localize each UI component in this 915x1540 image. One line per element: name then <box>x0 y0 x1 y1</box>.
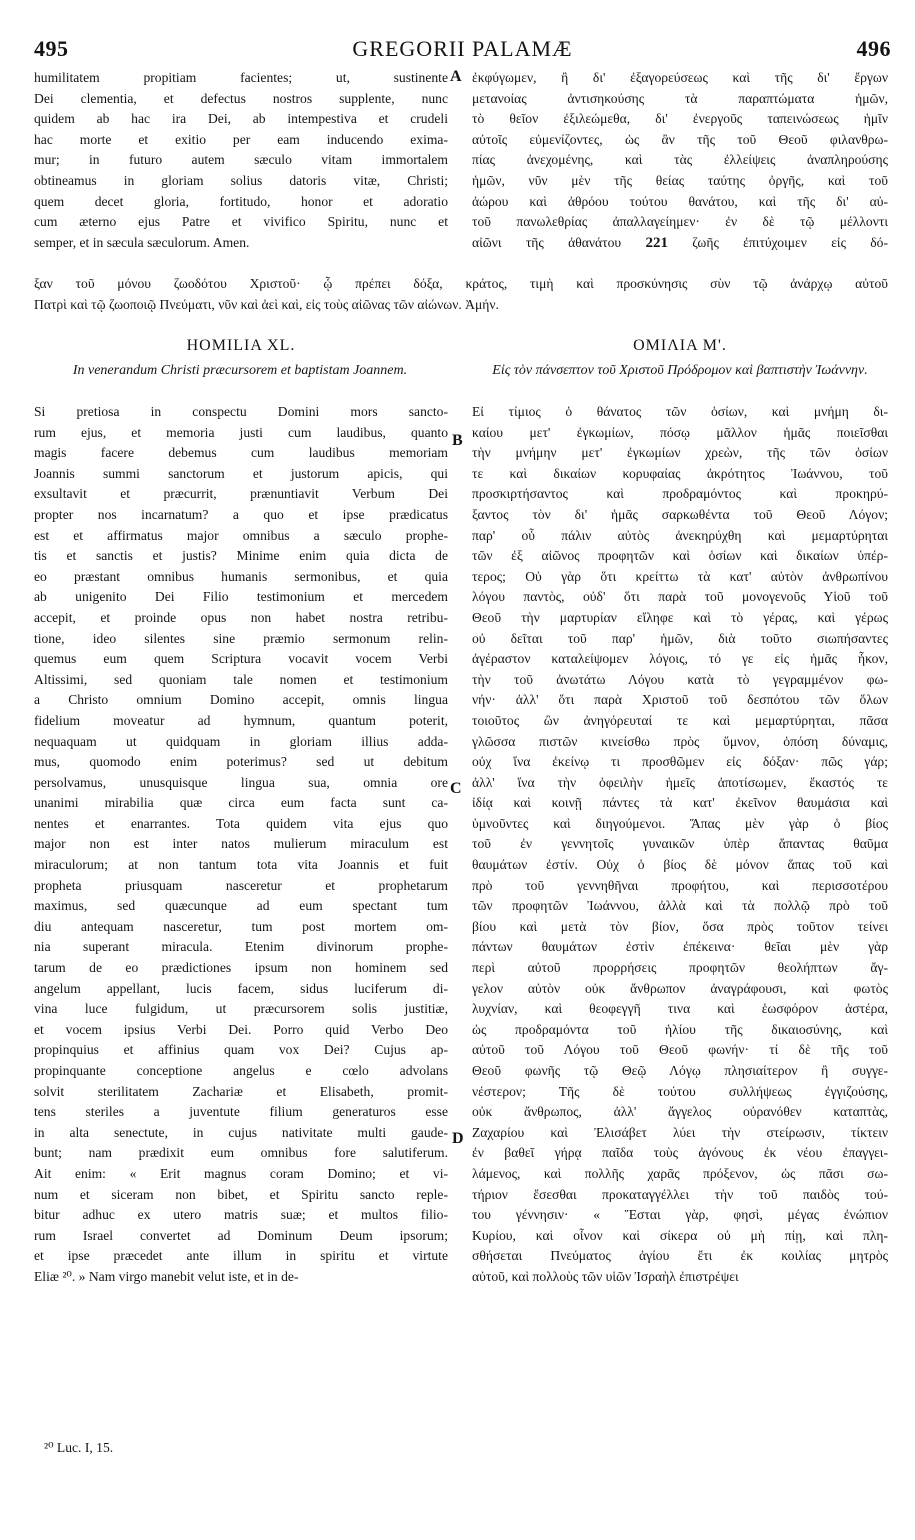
greek-text-line: τοῦ ἐν γεννητοῖς γυναικῶν ὑπὲρ ἅπαντας θαῦμα <box>472 836 888 852</box>
latin-column-top <box>34 68 448 253</box>
latin-text-line: cum æterno ejus Patre et vivifico Spiritu, nunc et <box>34 214 448 230</box>
greek-column-top <box>472 68 888 253</box>
page-number-left: 495 <box>34 36 69 61</box>
greek-text-line-tail: ζωῆς ἐπιτύχοιμεν εἰς δό- <box>667 234 888 250</box>
latin-text-line: Joannis summi sanctorum et justorum apicis, qui <box>34 465 448 481</box>
greek-text-line: ξαν τοῦ μόνου ζωοδότου Χριστοῦ· ᾧ πρέπει δόξα, κράτος, τιμὴ καὶ προσκύνησις σὺν τῷ ἀνάρχῳ αὐτοῦ <box>34 276 888 291</box>
latin-text-line: nentes et enarrantes. Tota quidem vita ejus quo <box>34 815 448 831</box>
greek-text-line: πίας ἀνεχομένης, καὶ τὰς ἐλλείψεις ἀναπληρούσης <box>472 152 888 168</box>
greek-text-line: νέστερον; Τῆς δὲ τούτου συλλήψεως ἐγγιζούσης, <box>472 1083 888 1099</box>
homily-title-greek: ΟΜΙΛΙΑ Μ'. <box>633 337 727 354</box>
latin-text-line: persolvamus, unusquisque lingua sua, omnia ore <box>34 774 448 790</box>
greek-full-width-lines <box>34 274 888 315</box>
margin-letter-c: C <box>450 780 462 797</box>
homily-title-latin: HOMILIA XL. <box>186 337 296 354</box>
greek-text-line: λάμενος, καὶ πολλῆς χαρᾶς πρόξενον, ὡς πᾶσι σω- <box>472 1165 888 1181</box>
latin-text-line: propinquius et affinius quam vox Dei? Cujus ap- <box>34 1042 448 1058</box>
latin-text-line: Si pretiosa in conspectu Domini mors sancto- <box>34 404 448 419</box>
greek-text-line: Ζαχαρίου καὶ Ἐλισάβετ λύει τὴν στείρωσιν, τίκτειν <box>472 1124 888 1140</box>
margin-letter-b: B <box>452 432 463 449</box>
margin-letter-d: D <box>452 1130 464 1147</box>
latin-text-line: propinquante conceptione angelus e cœlo advolans <box>34 1063 448 1078</box>
greek-text-line: Θεοῦ φωνῆς τῷ Θεῷ Λόγῳ πλησιαίτερον ἢ συγγε- <box>472 1063 888 1078</box>
latin-text-line: rum ejus, et memoria justi cum laudibus, quanto <box>34 424 448 440</box>
latin-text-line: tens steriles a juventute filium generaturos esse <box>34 1104 448 1120</box>
homily-subtitle-greek: Εἰς τὸν πάνσεπτον τοῦ Χριστοῦ Πρόδρομον καὶ βαπτιστὴν Ἰωάννην. <box>492 363 868 378</box>
latin-text-line: propter nos incarnatum? a quo et ipse prædicatus <box>34 506 448 522</box>
latin-text-line: mur; in futuro autem sæculo vitam immortalem <box>34 152 448 168</box>
latin-text-line: bunt; nam prædixit eum omnibus fore salutiferum. <box>34 1145 448 1161</box>
greek-text-line: ἀλλ' ἵνα τὴν ὀφειλὴν ἡμεῖς ἀποτίσωμεν, ἕκαστός τε <box>472 774 888 790</box>
greek-text-line: τὴν τοῦ ἀνωτάτω Λόγου κατὰ τὸ γεγραμμένον φω- <box>472 671 888 687</box>
greek-text-line: τε καὶ δικαίων κορυφαίας ἀκρότητος Ἰωάννου, τοῦ <box>472 465 888 481</box>
latin-text-line: bitur adhuc ex utero matris suæ; et multos filio- <box>34 1207 448 1223</box>
greek-text-line: τοιοῦτος ὢν ἀνηγόρευταί τε καὶ μεμαρτύρηται, πᾶσα <box>472 712 888 728</box>
page-marker-badge: 221 <box>645 234 668 251</box>
greek-text-line: ἀγέραστον καταλείψομεν λόγοις, τό γε εἰς ἡμᾶς ἧκον, <box>472 651 888 667</box>
greek-text-line: τοῦ πανωλεθρίας ἀπαλλαγείημεν· ἐν δὲ τῷ μέλλοντι <box>472 214 888 230</box>
margin-letter-a: A <box>450 68 462 85</box>
latin-text-line: et ipse præcedet ante illum in spiritu et virtute <box>34 1248 448 1264</box>
latin-text-line: tarum de eo prædictiones ipsum non hominem sed <box>34 960 448 976</box>
latin-text-line: maximus, sed quæcunque ad eum spectant tum <box>34 898 448 914</box>
greek-text-line: γελον αὐτὸν οὐκ ἄνθρωπον ἀναγράφουσι, καὶ φωτὸς <box>472 980 888 996</box>
latin-text-line: rum Israel convertet ad Dominum Deum ipsorum; <box>34 1227 448 1243</box>
greek-text-line: μετανοίας ἀντισηκούσης τὰ παραπτώματα ἡμῶν, <box>472 90 888 106</box>
latin-text-line: eo præstant omnibus humanis sermonibus, et quia <box>34 568 448 584</box>
footnote: ²⁰ Luc. I, 15. <box>44 1440 114 1455</box>
latin-column-body <box>34 402 448 1288</box>
latin-text-line: mus, quomodo enim poterimus? sed ut debitum <box>34 754 448 770</box>
greek-text-line: πάντων θαυμάτων ἐστὶν ἐπέκεινα· θεῖαι μὲν γὰρ <box>472 939 888 955</box>
latin-text-line: tis et sanctis et justis? Minime enim quia dicta de <box>34 548 448 564</box>
latin-text-line: fidelium moveatur ad hymnum, quantum poterit, <box>34 712 448 728</box>
greek-text-line: περὶ αὐτοῦ προρρήσεις προφητῶν θεολήπτων ἄγ- <box>472 960 888 976</box>
latin-text-line: major non est inter natos mulierum miraculum est <box>34 836 448 852</box>
greek-text-line: οὐχ ἵνα ἐκείνῳ τι προσθῶμεν εἰς δόξαν· πῶς γάρ; <box>472 754 888 770</box>
latin-text-line: quemus eum quem Scriptura vocavit vocem Verbi <box>34 651 448 667</box>
latin-text-line: Eliæ ²⁰. » Nam virgo manebit velut iste, et in de- <box>34 1268 299 1284</box>
latin-text-line: nequaquam ut quidquam in gloriam illius adda- <box>34 733 448 749</box>
greek-text-line: θαυμάτων ἐστίν. Οὐχ ὁ βίος δὲ μόνον ἅπας τοῦ καὶ <box>472 857 888 873</box>
latin-text-line: tione, ideo silentes sine præmio sermonum relin- <box>34 630 448 646</box>
greek-text-line: Κυρίου, καὶ οἶνον καὶ σίκερα οὐ μὴ πίῃ, καὶ πλη- <box>472 1227 888 1243</box>
greek-text-line: τερος; Οὐ γὰρ ὅτι κρείττω τὰ κατ' αὐτὸν ἀνθρωπίνου <box>472 568 888 584</box>
greek-text-line: αὐτοῦ τοῦ Λόγου τοῦ Θεοῦ φωνήν· τί δὲ τῆς τοῦ <box>472 1042 888 1058</box>
greek-text-line: τὸ θεῖον ἐξιλεώμεθα, δι' ἐνεργοῦς ταπεινώσεως ἡμῖν <box>472 111 888 127</box>
latin-text-line: solvit sterilitatem Zachariæ et Elisabeth, promit- <box>34 1083 448 1099</box>
greek-text-line: ὡς προδραμόντα τοῦ ἡλίου τῆς δικαιοσύνης, καὶ <box>472 1021 888 1037</box>
latin-text-line: et vocem ipsius Verbi Dei. Porro quid Verbo Deo <box>34 1021 448 1037</box>
latin-text-line: a Christo omnium Domino accepit, omnis lingua <box>34 692 448 708</box>
page-number-right: 496 <box>856 36 891 61</box>
greek-text-line: οὐ δεῖται τοῦ παρ' ἡμῶν, διὰ τοῦτο σιωπήσαντες <box>472 630 888 646</box>
greek-text-line: προσκιρτήσαντος καὶ προδραμόντος καὶ προκηρύ- <box>472 486 888 502</box>
greek-text-line: Πατρὶ καὶ τῷ ζωοποιῷ Πνεύματι, νῦν καὶ ἀεὶ καὶ, εἰς τοὺς αἰῶνας τῶν αἰώνων. Ἀμήν. <box>34 296 499 312</box>
greek-text-line: αὐτοῖς εὐμενίζοντες, ὡς ἂν τῆς τοῦ Θεοῦ φιλανθρω- <box>472 131 888 147</box>
greek-text-line: ὑμνοῦντες καὶ διηγούμενοι. Ἅπας μὲν γὰρ ὁ βίος <box>472 815 888 831</box>
greek-text-line: ἀώρου καὶ ἀθρόου τούτου θανάτου, καὶ τῆς δι' αὐ- <box>472 193 888 209</box>
latin-text-line: propheta priusquam nasceretur et prophetarum <box>34 877 448 893</box>
greek-text-line: τὴν μνήμην μετ' ἐγκωμίων χρεὼν, τῆς τῶν ὁσίων <box>472 445 888 461</box>
greek-text-line: νήν· ἀλλ' ὅτι παρὰ Χριστοῦ τοῦ δεσπότου τῶν ὅλων <box>472 692 888 708</box>
latin-text-line: semper, et in sæcula sæculorum. Amen. <box>34 234 250 250</box>
latin-text-line: humilitatem propitiam facientes; ut, sustinente <box>34 70 448 85</box>
latin-text-line: accepit, et proinde opus non habet nostra retribu- <box>34 609 448 625</box>
latin-text-line: unanimi mirabilia quæ circa eum facta sunt ca- <box>34 795 448 811</box>
greek-text-line: πρὸ τοῦ γεννηθῆναι προφήτου, καὶ περισσοτέρου <box>472 877 888 893</box>
greek-text-line: του γέννησιν· « Ἔσται γὰρ, φησὶ, μέγας ἐνώπιον <box>472 1207 888 1223</box>
greek-text-line: καίου μετ' ἐγκωμίων, πόσῳ μᾶλλον ἡμᾶς ποιεῖσθαι <box>472 424 888 440</box>
greek-text-line: τῶν προφητῶν Ἰωάννου, ἀλλὰ καὶ τὰ πολλῷ πρὸ τοῦ <box>472 898 888 914</box>
greek-text-line: οὐκ ἄνθρωπος, ἀλλ' ἄγγελος οὐρανόθεν καταπτὰς, <box>472 1104 888 1120</box>
latin-text-line: hac morte et exitio per eam inducendo exima- <box>34 131 448 147</box>
greek-text-line: ξαντος τὸν δι' ἡμᾶς σαρκωθέντα τοῦ Θεοῦ Λόγον; <box>472 506 888 522</box>
homily-subtitle-latin: In venerandum Christi præcursorem et baptistam Joannem. <box>72 363 408 378</box>
greek-text-line: γλῶσσα πιστῶν κινείσθω πρὸς ὕμνον, ὁπόση δύναμις, <box>472 733 888 749</box>
latin-text-line: in alta senectute, in cujus nativitate multi gaude- <box>34 1124 448 1140</box>
latin-text-line: magis facere debemus cum laudibus memoriam <box>34 445 448 461</box>
latin-text-line: nia superant miracula. Etenim divinorum prophe- <box>34 939 448 955</box>
greek-text-line: Θεοῦ τὴν μαρτυρίαν εἴληφε καὶ τὸ γέρας, καὶ γέρως <box>472 609 888 625</box>
latin-text-line: quidem ab hac ira Dei, ab intempestiva et crudeli <box>34 111 448 127</box>
greek-column-body <box>472 402 888 1288</box>
greek-text-line: λυχνίαν, καὶ θεοφεγγῆ τινα καὶ ἑωσφόρον ἀστέρα, <box>472 1001 888 1017</box>
latin-text-line: num et siceram non bibet, et Spiritu sancto reple- <box>34 1186 448 1202</box>
latin-text-line: obtineamus in gloriam solius datoris vitæ, Christi; <box>34 172 448 188</box>
greek-text-line: λόγου παντὸς, οὐδ' ὅτι παρὰ τοῦ μονογενοῦς Υἱοῦ τοῦ <box>472 589 888 605</box>
running-header <box>34 36 891 66</box>
greek-text-line: βίου καὶ μετὰ τὸν βίον, ὅσα πρὸς τοῦτον τείνει <box>472 918 888 934</box>
greek-text-line: τῶν ἐξ αἰῶνος προφητῶν καὶ ὁσίων καὶ δικαίων ὑπέρ- <box>472 548 888 564</box>
latin-text-line: Altissimi, sed quoniam tale nomen et testimonium <box>34 671 448 687</box>
latin-text-line: Dei clementia, et defectus nostros supplente, nunc <box>34 90 448 106</box>
latin-text-line: diu antequam nasceretur, tum post mortem om- <box>34 918 448 934</box>
greek-text-line: ἐν βαθεῖ γήρᾳ παῖδα τοὺς ἀγόνους ἐκ νέου ἐπαγγει- <box>472 1145 888 1161</box>
latin-text-line: Ait enim: « Erit magnus coram Domino; et vi- <box>34 1165 448 1181</box>
latin-text-line: miraculorum; at non tantum tota vita Joannis et fuit <box>34 857 448 873</box>
latin-text-line: vina luce fulgidum, ut præcursorem solis justitiæ, <box>34 1001 448 1017</box>
greek-text-line: σθήσεται Πνεύματος ἁγίου ἔτι ἐκ κοιλίας μητρὸς <box>472 1248 888 1264</box>
greek-text-line: Εἰ τίμιος ὁ θάνατος τῶν ὁσίων, καὶ μνήμη δι- <box>472 404 888 419</box>
latin-text-line: ab unigenito Dei Filio testimonium et mercedem <box>34 589 448 605</box>
greek-text-line: αἰῶνι τῆς ἀθανάτου 221 ζωῆς ἐπιτύχοιμεν εἰς δό- <box>472 234 888 251</box>
latin-text-line: quem decet gloria, fortitudo, honor et adoratio <box>34 193 448 209</box>
greek-text-line: τήριον ἔσεσθαι προκαταγγέλλει τὴν τοῦ παιδὸς τού- <box>472 1186 888 1202</box>
greek-text-line: παρ' οὗ πάλιν αὐτὸς ἀνεκηρύχθη καὶ μεμαρτύρηται <box>472 527 888 543</box>
greek-text-line: αὐτοῦ, καὶ πολλοὺς τῶν υἱῶν Ἰσραὴλ ἐπιστρέψει <box>472 1268 739 1284</box>
latin-text-line: est et affirmatus major omnibus a sæculo prophe- <box>34 527 448 543</box>
latin-text-line: exsultavit et præcurrit, prænuntiavit Verbum Dei <box>34 486 448 502</box>
running-title: GREGORII PALAMÆ <box>352 36 573 61</box>
greek-text-line: ἐκφύγωμεν, ἢ δι' ἐξαγορεύσεως καὶ τῆς δι' ἔργων <box>472 70 888 85</box>
latin-text-line: angelum appellant, lucis facem, sidus luciferum di- <box>34 980 448 996</box>
greek-text-line: ἡμῶν, νῦν μὲν τῆς θείας ταύτης ὀργῆς, καὶ τοῦ <box>472 172 888 188</box>
greek-text-line: ἰδίᾳ καὶ κοινῇ πάντες τὰ κατ' ἐκεῖνον θαυμάσια καὶ <box>472 795 888 811</box>
